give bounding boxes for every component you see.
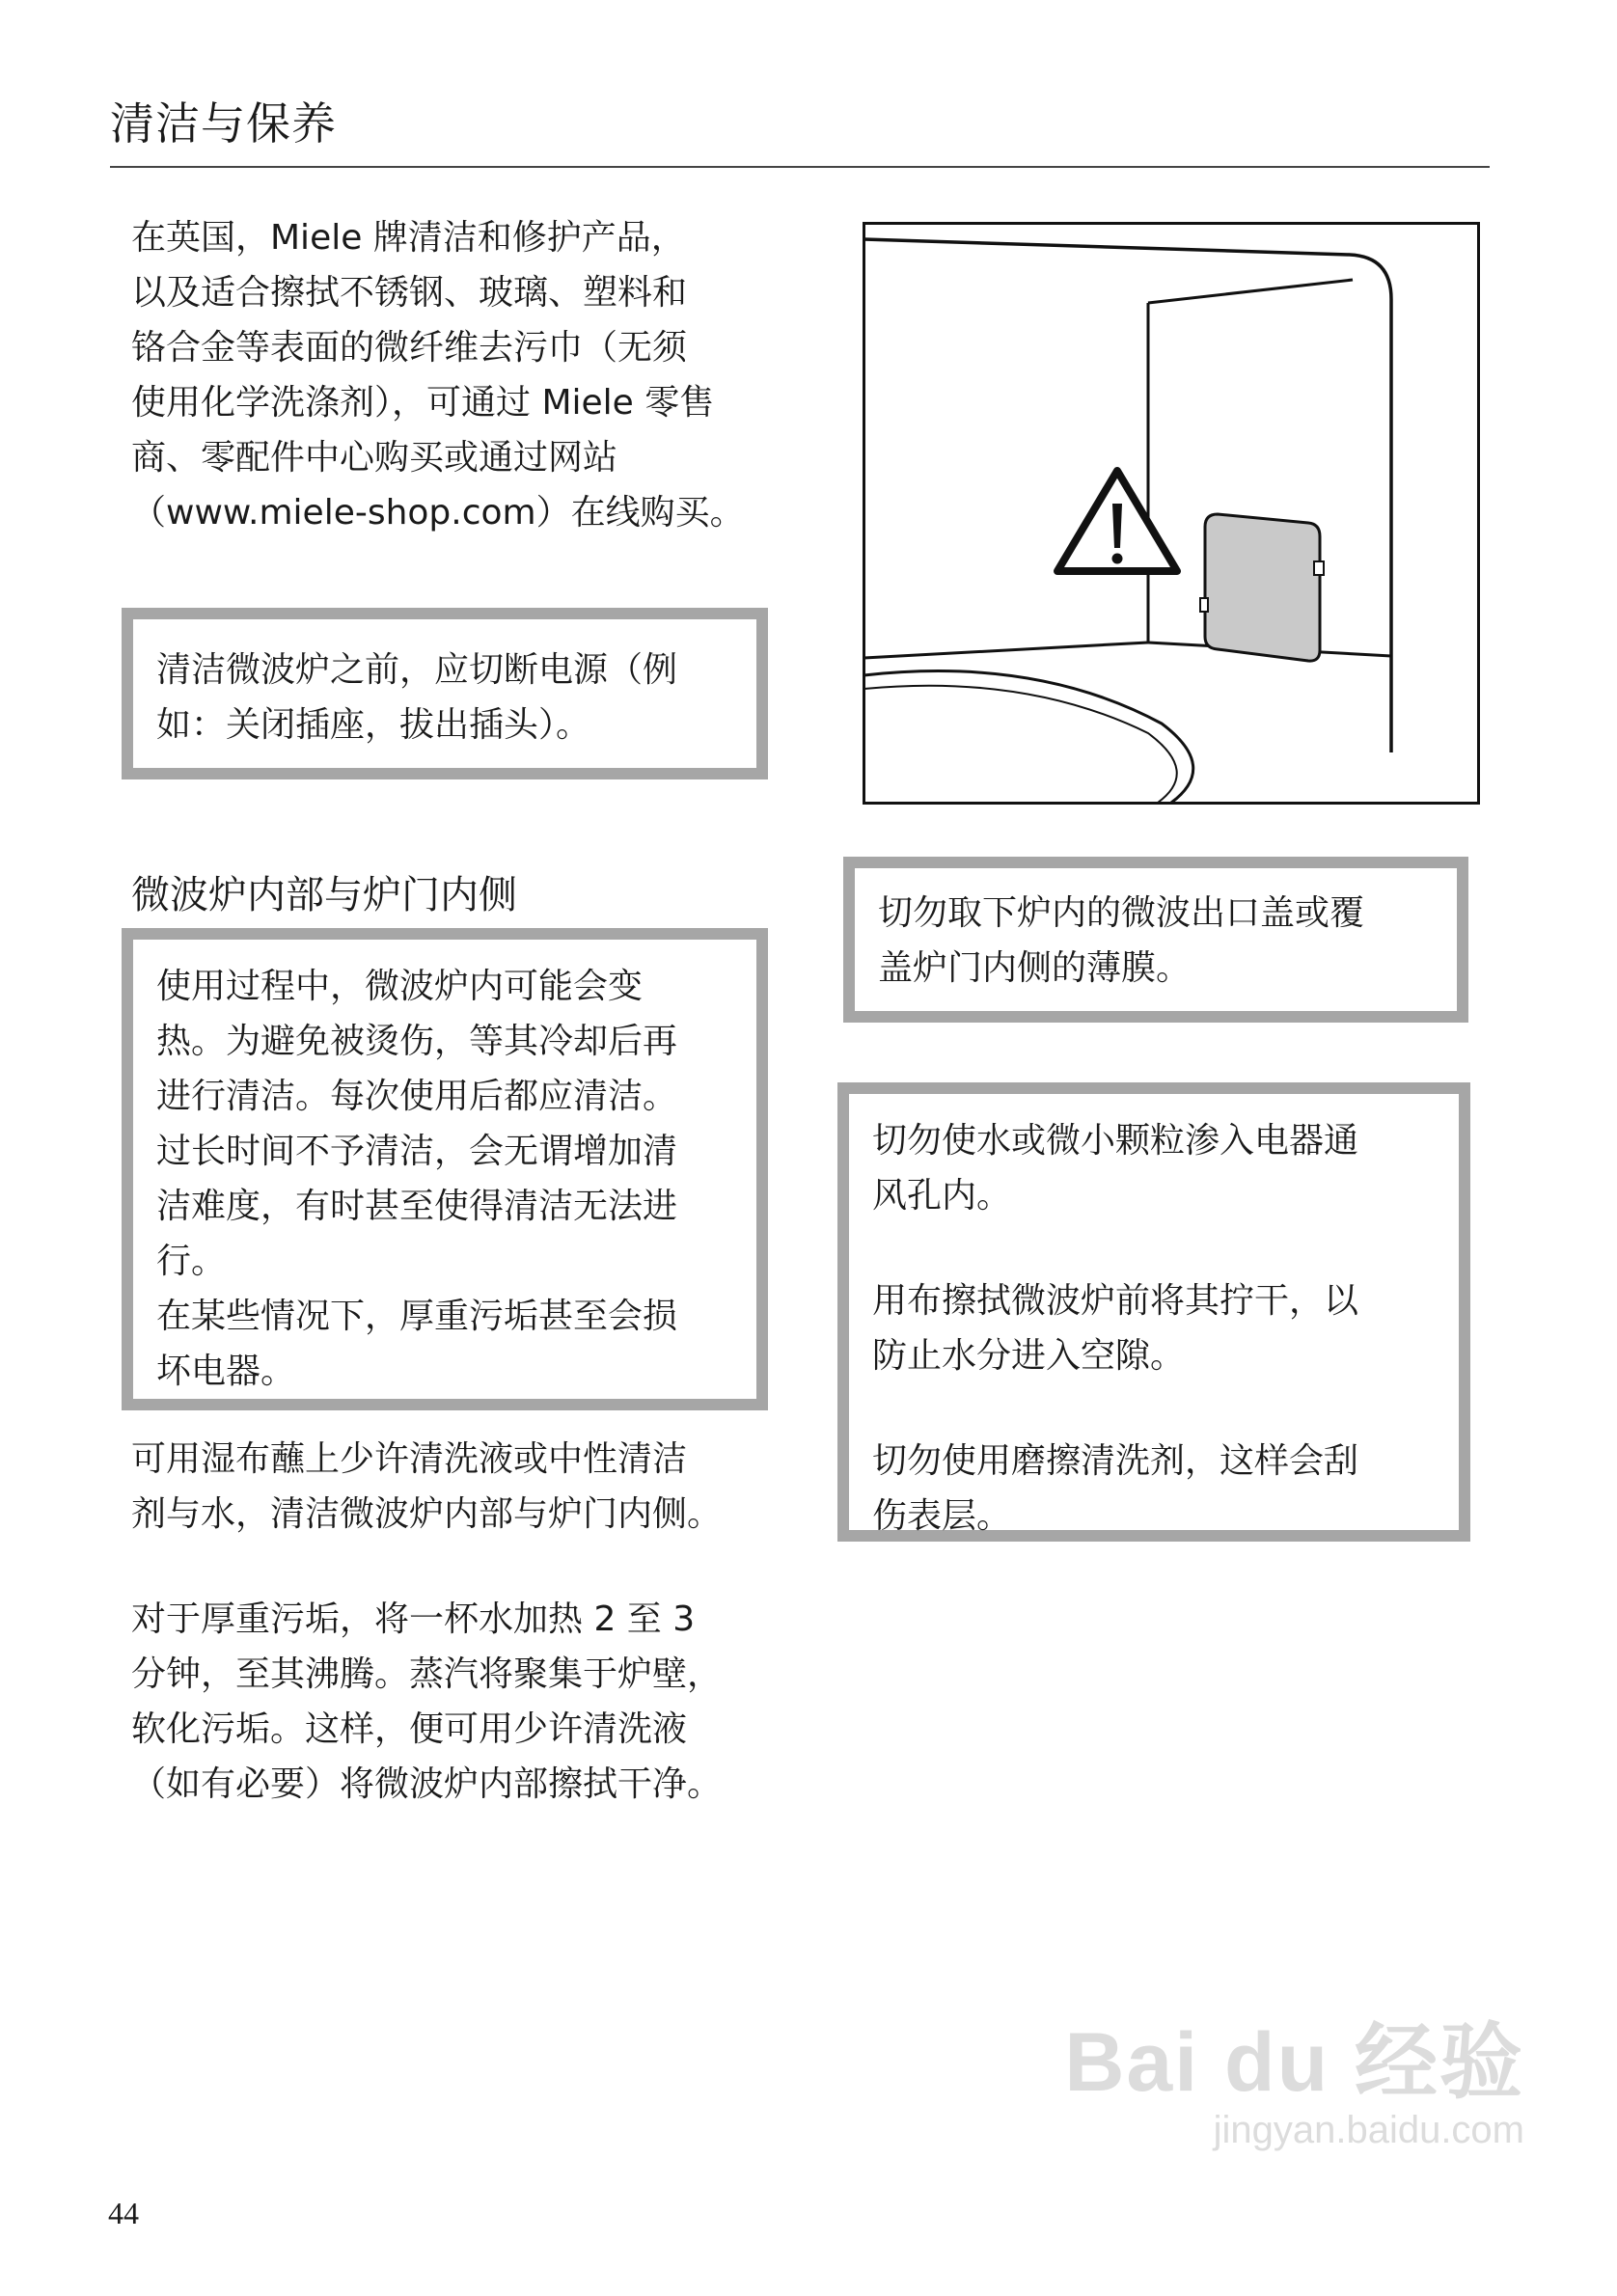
header-rule xyxy=(110,166,1490,168)
text-line: 对于厚重污垢，将一杯水加热 2 至 3 xyxy=(131,1599,696,1639)
text-line: 洁难度，有时甚至使得清洁无法进 xyxy=(156,1187,678,1226)
text-line: 盖炉门内侧的薄膜。 xyxy=(878,948,1192,988)
text-line: 使用化学洗涤剂），可通过 Miele 零售 xyxy=(131,383,715,423)
text-line: 软化污垢。这样，便可用少许清洗液 xyxy=(131,1709,688,1749)
warning-heat-box xyxy=(122,928,768,1410)
cover-clip-right xyxy=(1314,561,1324,575)
text-line: （www.miele-shop.com）在线购买。 xyxy=(131,493,745,533)
text-line: 在英国，Miele 牌清洁和修护产品， xyxy=(131,218,686,258)
text-line: 在某些情况下，厚重污垢甚至会损 xyxy=(156,1297,678,1336)
text-line: 过长时间不予清洁，会无谓增加清 xyxy=(156,1132,678,1171)
watermark-url: jingyan.baidu.com xyxy=(1213,2109,1524,2151)
warning-cover-box xyxy=(843,857,1468,1023)
text-line: 伤表层。 xyxy=(872,1496,1012,1536)
illustration-frame xyxy=(864,224,1479,804)
text-line: 切勿取下炉内的微波出口盖或覆 xyxy=(878,893,1365,933)
text-line: 行。 xyxy=(156,1242,227,1281)
text-line: 使用过程中，微波炉内可能会变 xyxy=(156,967,644,1006)
text-line: 进行清洁。每次使用后都应清洁。 xyxy=(156,1077,678,1116)
cleaning-paragraph xyxy=(131,1432,807,1542)
text-line: 如：关闭插座，拔出插头）。 xyxy=(156,705,591,745)
watermark-brand: Bai du 经验 xyxy=(1064,2016,1524,2109)
text-line: 风孔内。 xyxy=(872,1176,1012,1216)
text-line: 以及适合擦拭不锈钢、玻璃、塑料和 xyxy=(131,273,688,313)
water-paragraph-2 xyxy=(872,1273,1436,1383)
intro-paragraph xyxy=(131,210,787,540)
text-line: 分钟，至其沸腾。蒸汽将聚集于炉壁， xyxy=(131,1654,723,1694)
page-number: 44 xyxy=(108,2196,139,2230)
text-line: 防止水分进入空隙。 xyxy=(872,1336,1186,1376)
heavy-soil-paragraph xyxy=(131,1592,807,1812)
warning-water-box xyxy=(837,1082,1470,1542)
section-heading: 微波炉内部与炉门内侧 xyxy=(131,873,517,917)
page-title: 清洁与保养 xyxy=(110,97,337,150)
warning-power-box xyxy=(122,608,768,779)
text-line: 用布擦拭微波炉前将其拧干，以 xyxy=(872,1281,1359,1321)
text-line: （如有必要）将微波炉内部擦拭干净。 xyxy=(131,1764,723,1804)
microwave-interior-illustration xyxy=(863,222,1480,805)
text-line: 清洁微波炉之前，应切断电源（例 xyxy=(156,650,678,690)
baidu-watermark xyxy=(1064,1995,1524,2152)
text-line: 热。为避免被烫伤，等其冷却后再 xyxy=(156,1022,678,1061)
text-line: 剂与水，清洁微波炉内部与炉门内侧。 xyxy=(131,1494,723,1534)
text-line: 商、零配件中心购买或通过网站 xyxy=(131,438,618,478)
text-line: 铬合金等表面的微纤维去污巾（无须 xyxy=(131,328,688,368)
microwave-outlet-cover xyxy=(1205,514,1320,661)
water-paragraph-3 xyxy=(872,1434,1436,1544)
text-line: 切勿使用磨擦清洗剂，这样会刮 xyxy=(872,1441,1359,1481)
text-line: 坏电器。 xyxy=(156,1352,296,1391)
water-paragraph-1 xyxy=(872,1113,1436,1223)
cover-clip-left xyxy=(1200,598,1208,612)
text-line: 可用湿布蘸上少许清洗液或中性清洁 xyxy=(131,1439,688,1479)
text-line: 切勿使水或微小颗粒渗入电器通 xyxy=(872,1121,1359,1161)
